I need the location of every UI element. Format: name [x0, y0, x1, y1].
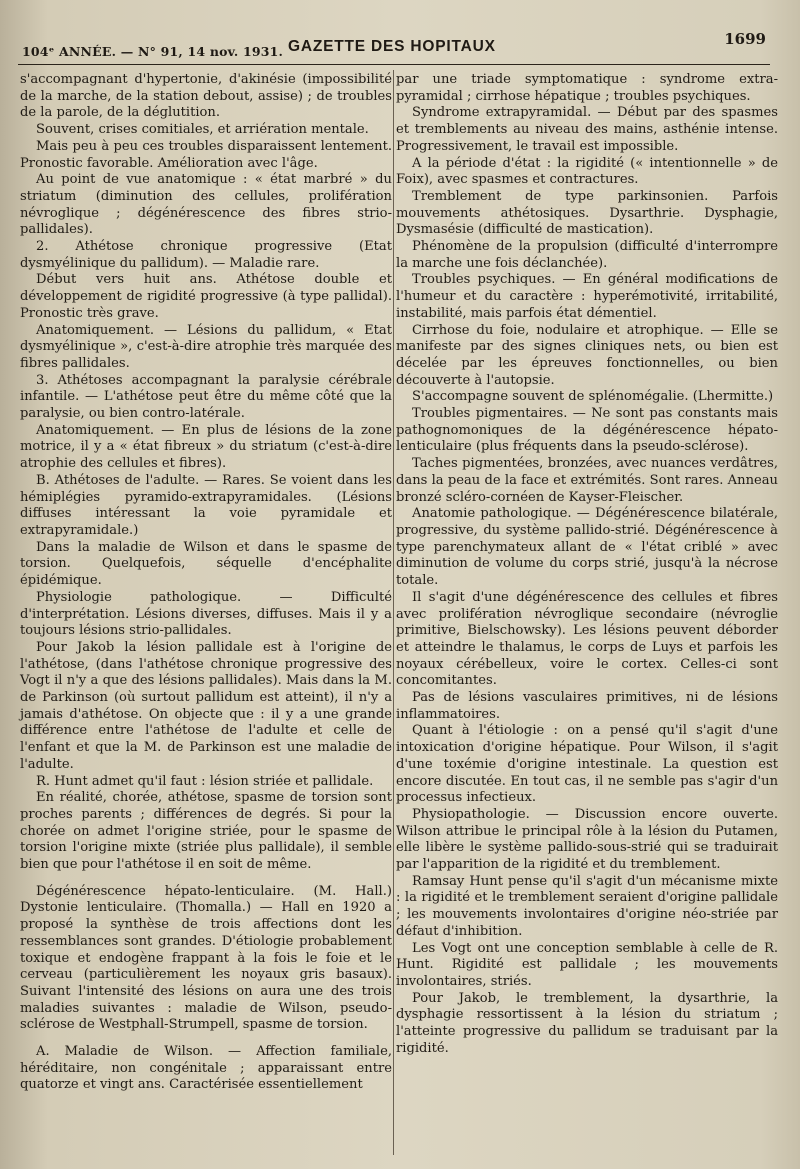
paragraph: Il s'agit d'une dégénérescence des cellules et fibres avec prolifération névroglique secondaire (névroglie primitive, Bielschowsky). Les lésions peuvent déborder et atteindre le thalamus, le corps de Luys et parfois les noyaux cérébelleux, voire le cortex. Celles-ci sont concomitantes. — [396, 589, 778, 689]
paragraph: Au point de vue anatomique : « état marbré » du striatum (diminution des cellules, prolifération névroglique ; dégénérescence des fibres strio-pallidales). — [20, 172, 392, 238]
paragraph: B. Athétoses de l'adulte. — Rares. Se voient dans les hémiplégies pyramido-extrapyramidales. (Lésions diffuses intéressant la voie pyramidale et extrapyramidale.) — [20, 472, 392, 538]
paragraph: Quant à l'étiologie : on a pensé qu'il s'agit d'une intoxication d'origine hépatique. Pour Wilson, il s'agit d'une toxémie d'origine intestinale. La question est encore discutée. En tout cas, il ne semble pas s'agir d'un processus infectieux. — [396, 723, 778, 806]
paragraph: Troubles psychiques. — En général modifications de l'humeur et du caractère : hyperémotivité, irritabilité, instabilité, mais parfois état démentiel. — [396, 272, 778, 321]
paragraph: Dans la maladie de Wilson et dans le spasme de torsion. Quelquefois, séquelle d'encéphalite épidémique. — [20, 539, 392, 589]
column-divider — [393, 70, 394, 1155]
paragraph: R. Hunt admet qu'il faut : lésion striée et pallidale. — [36, 773, 374, 789]
paragraph: Tremblement de type parkinsonien. Parfois mouvements athétosiques. Dysarthrie. Dysphagie, Dysmasésie (difficulté de mastication). — [396, 188, 778, 238]
journal-title: GAZETTE DES HOPITAUX — [288, 38, 496, 55]
paragraph: Troubles pigmentaires. — Ne sont pas constants mais pathognomoniques de la dégénérescence hépato-lenticulaire (plus fréquents dans la pseudo-sclérose). — [396, 406, 778, 455]
paragraph: A la période d'état : la rigidité (« intentionnelle » de Foix), avec spasmes et contractures. — [396, 155, 778, 188]
page-header — [18, 30, 770, 65]
paragraph: 3. Athétoses accompagnant la paralysie cérébrale infantile. — L'athétose peut être du même côté que la paralysie, ou bien contro-latérale. — [20, 372, 392, 422]
paragraph: Taches pigmentées, bronzées, avec nuances verdâtres, dans la peau de la face et extrémités. Sont rares. Anneau bronzé scléro-cornéen de Kayser-Fleischer. — [396, 456, 778, 505]
paragraph: A. Maladie de Wilson. — Affection familiale, héréditaire, non congénitale ; apparaissant entre quatorze et vingt ans. Caractérisée essentiellement — [20, 1044, 392, 1093]
paragraph: Dégénérescence hépato-lenticulaire. (M. Hall.) Dystonie lenticulaire. (Thomalla.) — Hall en 1920 a proposé la synthèse de trois affections dont les ressemblances sont grandes. D'étiologie probablement toxique et endogène frappant à la fois le foie et le cerveau (particulièrement les noyaux gris basaux). Suivant l'intensité des lésions on aura une des trois maladies suivantes : maladie de Wilson, pseudo-sclérose de Westphall-Strumpell, spasme de torsion. — [20, 883, 392, 1033]
right-column — [396, 72, 778, 1057]
paragraph: Syndrome extrapyramidal. — Début par des spasmes et tremblements au niveau des mains, asthénie intense. Progressivement, le travail est impossible. — [396, 105, 778, 154]
paragraph: Phénomène de la propulsion (difficulté d'interrompre la marche une fois déclanchée). — [396, 239, 778, 271]
paragraph — [20, 874, 392, 884]
paragraph: Pour Jakob la lésion pallidale est à l'origine de l'athétose, (dans l'athétose chronique progressive des Vogt il n'y a que des lésions pallidales). Mais dans la M. de Parkinson (où surtout pallidum est atteint), il n'y a jamais d'athétose. On objecte que : il y a une grande différence entre l'athétose de l'adulte et celle de l'enfant et que la M. de Parkinson est une maladie de l'adulte. — [20, 639, 392, 772]
paragraph: par une triade symptomatique : syndrome extra-pyramidal ; cirrhose hépatique ; troubles psychiques. — [396, 72, 778, 104]
paragraph: s'accompagnant d'hypertonie, d'akinésie (impossibilité de la marche, de la station debout, assise) ; de troubles de la parole, de la déglutition. — [20, 72, 392, 121]
page-number: 1699 — [724, 30, 766, 48]
paragraph: En réalité, chorée, athétose, spasme de torsion sont proches parents ; différences de degrés. Si pour la chorée on admet l'origine striée, pour le spasme de torsion l'origine mixte (striée plus pallidale), il semble bien que pour l'athétose il en soit de même. — [20, 790, 392, 873]
paragraph: Anatomiquement. — Lésions du pallidum, « Etat dysmyélinique », c'est-à-dire atrophie très marquée des fibres pallidales. — [20, 322, 392, 371]
paragraph: Pour Jakob, le tremblement, la dysarthrie, la dysphagie ressortissent à la lésion du striatum ; l'atteinte progressive du pallidum se traduisant par la rigidité. — [396, 990, 778, 1056]
paragraph: Anatomiquement. — En plus de lésions de la zone motrice, il y a « état fibreux » du striatum (c'est-à-dire atrophie des cellules et fibres). — [20, 422, 392, 472]
paragraph — [20, 1034, 392, 1044]
paragraph: Mais peu à peu ces troubles disparaissent lentement. Pronostic favorable. Amélioration avec l'âge. — [20, 138, 392, 171]
paragraph: Souvent, crises comitiales, et arriération mentale. — [36, 122, 369, 138]
paragraph: Début vers huit ans. Athétose double et développement de rigidité progressive (à type pallidal). Pronostic très grave. — [20, 272, 392, 321]
paragraph: Cirrhose du foie, nodulaire et atrophique. — Elle se manifeste par des signes cliniques nets, ou bien est décelée par les épreuves fonctionnelles, ou bien découverte à l'autopsie. — [396, 322, 778, 388]
paragraph: Physiologie pathologique. — Difficulté d'interprétation. Lésions diverses, diffuses. Mais il y a toujours lésions strio-pallidales. — [20, 589, 392, 639]
issue-info: 104ᵉ ANNÉE. — N° 91, 14 nov. 1931. — [22, 44, 284, 59]
paragraph: Anatomie pathologique. — Dégénérescence bilatérale, progressive, du système pallido-strié. Dégénérescence à type parenchymateux allant de « l'état criblé » avec diminution de volume du corps strié, jusqu'à la nécrose totale. — [396, 506, 778, 589]
paragraph: Ramsay Hunt pense qu'il s'agit d'un mécanisme mixte : la rigidité et le tremblement seraient d'origine pallidale ; les mouvements involontaires d'origine néo-striée par défaut d'inhibition. — [396, 873, 778, 939]
paragraph: Les Vogt ont une conception semblable à celle de R. Hunt. Rigidité est pallidale ; les mouvements involontaires, striés. — [396, 940, 778, 989]
left-column — [20, 72, 392, 1094]
paragraph: Pas de lésions vasculaires primitives, ni de lésions inflammatoires. — [396, 690, 778, 722]
paragraph: 2. Athétose chronique progressive (Etat dysmyélinique du pallidum). — Maladie rare. — [20, 239, 392, 271]
paragraph: Physiopathologie. — Discussion encore ouverte. Wilson attribue le principal rôle à la lésion du Putamen, elle libère le système pallido-sous-strié qui se traduirait par l'apparition de la rigidité et du tremblement. — [396, 806, 778, 873]
paragraph: S'accompagne souvent de splénomégalie. (Lhermitte.) — [412, 389, 774, 405]
